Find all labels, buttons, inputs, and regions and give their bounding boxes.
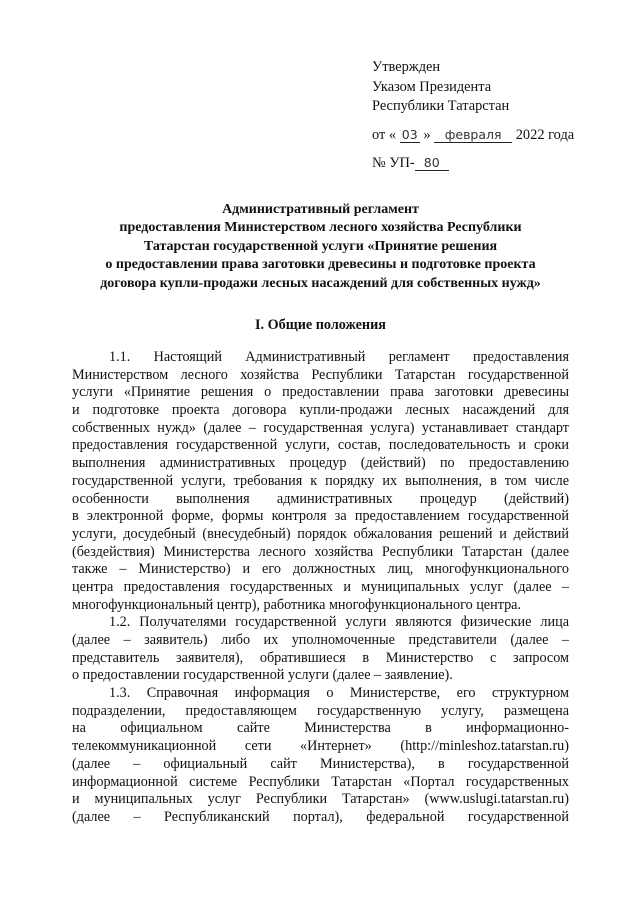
handwritten-number: 80 — [415, 156, 449, 171]
text-line: телекоммуникационной сети «Интернет» (http://minleshoz.tatarstan.ru) — [72, 738, 569, 755]
approval-block — [372, 58, 574, 174]
approval-line: Указом Президента — [372, 78, 492, 95]
text-line: также – Министерство) и его должностных лиц, многофункционального — [72, 561, 569, 578]
title-line: Административный регламент — [222, 202, 419, 217]
text-line: особенности выполнения административных процедур (действий) — [72, 490, 569, 507]
text-line: (далее – Республиканский портал), федеральной государственной — [72, 808, 569, 825]
text-line: Министерством лесного хозяйства Республики Татарстан государственной — [72, 366, 569, 383]
text-line: многофункциональный центр), работника многофункционального центра. — [72, 596, 522, 613]
text-line: выполнения административных процедур (действий) по предоставлению — [72, 455, 569, 472]
text-line: на официальном сайте Министерства в информационно- — [72, 720, 569, 737]
approval-date — [372, 126, 574, 146]
title-line: предоставления Министерством лесного хозяйства Республики — [119, 220, 522, 236]
number-prefix: № УП- — [372, 155, 415, 171]
text-line: (далее – официальный сайт Министерства), в государственной — [72, 755, 569, 772]
date-prefix: от « — [372, 126, 397, 143]
approval-line: Утвержден — [372, 59, 441, 75]
date-suffix: 2022 года — [515, 126, 575, 143]
text-line: 1.3. Справочная информация о Министерстве, его структурном — [109, 685, 569, 702]
text-line: 1.2. Получателями государственной услуги являются физические лица — [109, 614, 569, 631]
text-line: (далее – заявитель) либо их уполномоченные представители (далее – — [72, 632, 569, 648]
text-line: и муниципальных услуг Республики Татарстан» (www.uslugi.tatarstan.ru) — [72, 791, 569, 808]
date-mid: » — [423, 126, 431, 143]
title-line: Татарстан государственной услуги «Принятие решения — [143, 238, 498, 254]
paragraph-1-2 — [72, 614, 569, 685]
section-heading: I. Общие положения — [255, 317, 386, 333]
text-line: 1.1. Настоящий Административный регламент предоставления — [109, 349, 569, 365]
text-line: в электронной форме, формы контроля за предоставлением государственной — [72, 508, 569, 525]
paragraph-1-3 — [72, 685, 569, 827]
text-line: о предоставлении государственной услуги (далее – заявление). — [72, 667, 453, 684]
body-text — [72, 349, 569, 827]
handwritten-day: 03 — [400, 128, 420, 143]
text-line: собственных нужд» (далее – государственная услуга) устанавливает стандарт — [72, 419, 569, 436]
approval-line: Республики Татарстан — [372, 98, 510, 114]
text-line: услуги «Принятие решения о предоставлении права заготовки древесины — [72, 384, 569, 401]
text-line: и подготовке проекта договора купли-продажи лесных насаждений для — [72, 402, 569, 419]
text-line: информационной системе Республики Татарстан «Портал государственных — [72, 773, 569, 790]
text-line: подразделении, предоставляющем государственную услугу, размещена — [72, 702, 569, 719]
approval-number — [372, 154, 574, 174]
title-line: договора купли-продажи лесных насаждений для собственных нужд» — [100, 275, 541, 291]
text-line: предоставления государственной услуги, состав, последовательность и сроки — [72, 437, 569, 454]
text-line: услуги, досудебный (внесудебный) порядок обжалования решений и действий — [72, 525, 569, 542]
text-line: государственной услуги, требования к порядку их выполнения, в том числе — [72, 472, 569, 489]
text-line: (бездействия) Министерства лесного хозяйства Республики Татарстан (далее — [72, 543, 569, 560]
text-line: представитель заявителя), обратившиеся в Министерство с запросом — [72, 649, 569, 666]
document-title — [72, 201, 569, 293]
paragraph-1-1 — [72, 349, 569, 614]
title-line: о предоставлении права заготовки древесины и подготовке проекта — [105, 257, 536, 273]
handwritten-month: февраля — [434, 128, 512, 143]
text-line: центра предоставления государственных и муниципальных услуг (далее – — [72, 578, 569, 595]
